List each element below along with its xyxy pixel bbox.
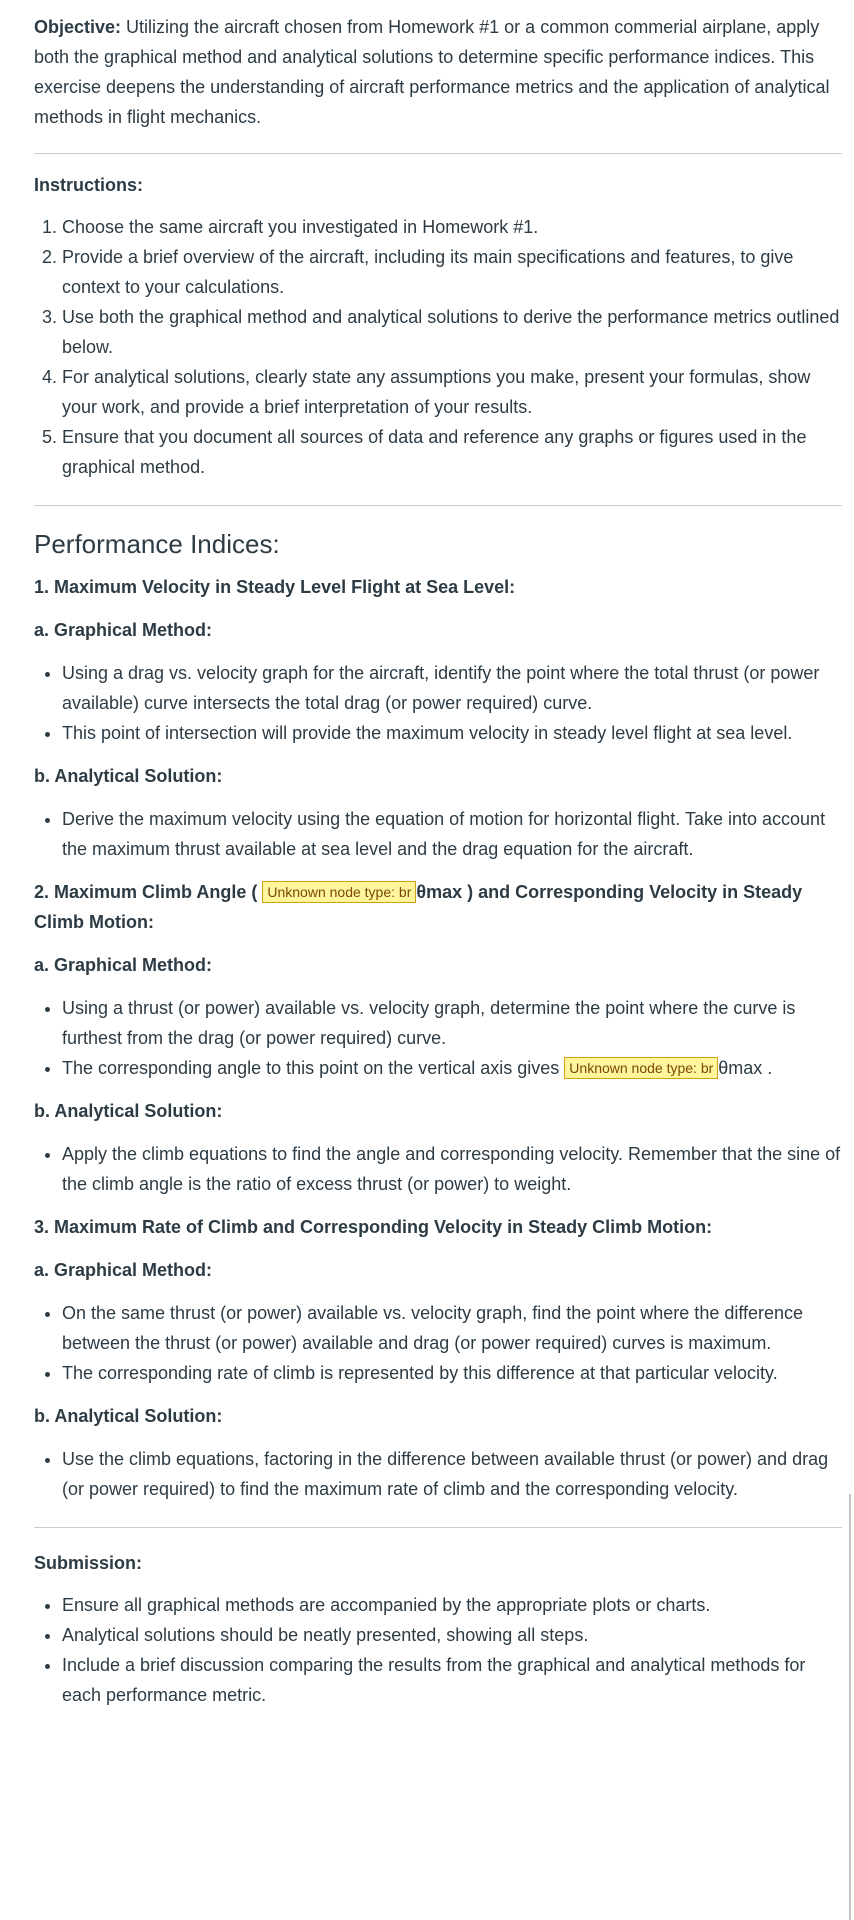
- section-3b-label: b. Analytical Solution:: [34, 1406, 223, 1426]
- list-item: • Apply the climb equations to find the angle and corresponding velocity. Remember that the sine of the climb angle is the ratio of excess thrust (or power) to weight.: [62, 1139, 842, 1199]
- section-1-heading: 1. Maximum Velocity in Steady Level Flight at Sea Level:: [34, 577, 516, 597]
- section-3a-label: a. Graphical Method:: [34, 1260, 213, 1280]
- performance-heading: Performance Indices:: [34, 529, 280, 559]
- theta-max: θmax: [718, 1058, 763, 1078]
- list-item: • Use the climb equations, factoring in the difference between available thrust (or power) and drag (or power required) to find the maximum rate of climb and the corresponding velocity.: [62, 1444, 842, 1504]
- objective-label: Objective:: [34, 17, 122, 37]
- section-3b-list: [34, 1444, 842, 1504]
- list-item: • Using a thrust (or power) available vs. velocity graph, determine the point where the curve is furthest from the drag (or power required) curve.: [62, 993, 842, 1053]
- submission-label: Submission:: [34, 1553, 143, 1573]
- section-2-heading-end: ) and Corresponding Velocity in Steady Climb Motion:: [34, 882, 803, 932]
- assignment-content: [34, 12, 842, 1710]
- divider: [34, 153, 842, 154]
- list-item-text: .: [762, 1058, 773, 1078]
- list-item: • This point of intersection will provide the maximum velocity in steady level flight at sea level.: [62, 718, 842, 748]
- list-item: 1. Choose the same aircraft you investigated in Homework #1.: [62, 212, 842, 242]
- section-2a-list: [34, 993, 842, 1083]
- list-item: • Analytical solutions should be neatly presented, showing all steps.: [62, 1620, 842, 1650]
- section-2b-label: b. Analytical Solution:: [34, 1101, 223, 1121]
- list-item-text: The corresponding angle to this point on the vertical axis gives: [62, 1058, 565, 1078]
- list-item: 5. Ensure that you document all sources of data and reference any graphs or figures used in the graphical method.: [62, 422, 842, 482]
- list-item: • Include a brief discussion comparing the results from the graphical and analytical methods for each performance metric.: [62, 1650, 842, 1710]
- instructions-list: [34, 212, 842, 482]
- objective-paragraph: [34, 12, 842, 132]
- section-3a-list: [34, 1298, 842, 1388]
- scrollbar[interactable]: [849, 1494, 851, 1920]
- list-item: • Using a drag vs. velocity graph for the aircraft, identify the point where the total thrust (or power available) curve intersects the total drag (or power required) curve.: [62, 658, 842, 718]
- section-1b-list: [34, 804, 842, 864]
- divider: [34, 505, 842, 506]
- list-item: 3. Use both the graphical method and analytical solutions to derive the performance metrics outlined below.: [62, 302, 842, 362]
- objective-text: Utilizing the aircraft chosen from Homework #1 or a common commerial airplane, apply both the graphical method and analytical solutions to determine specific performance indices. This exercise deepens the understanding of aircraft performance metrics and the application of analytical methods in flight mechanics.: [34, 17, 830, 127]
- unknown-node-error: Unknown node type: br: [564, 1057, 718, 1079]
- list-item: 4. For analytical solutions, clearly state any assumptions you make, present your formulas, show your work, and provide a brief interpretation of your results.: [62, 362, 842, 422]
- list-item: • Derive the maximum velocity using the equation of motion for horizontal flight. Take into account the maximum thrust available at sea level and the drag equation for the aircraft.: [62, 804, 842, 864]
- section-2b-list: [34, 1139, 842, 1199]
- section-1a-label: a. Graphical Method:: [34, 620, 213, 640]
- section-2-heading: [34, 877, 842, 937]
- section-1a-list: [34, 658, 842, 748]
- unknown-node-error: Unknown node type: br: [262, 881, 416, 903]
- section-3-heading: 3. Maximum Rate of Climb and Corresponding Velocity in Steady Climb Motion:: [34, 1217, 713, 1237]
- list-item: 2. Provide a brief overview of the aircraft, including its main specifications and features, to give context to your calculations.: [62, 242, 842, 302]
- list-item: [62, 1053, 842, 1083]
- list-item: • On the same thrust (or power) available vs. velocity graph, find the point where the difference between the thrust (or power) available and drag (or power required) curves is maximum.: [62, 1298, 842, 1358]
- section-2-heading-start: 2. Maximum Climb Angle (: [34, 882, 263, 902]
- submission-list: [34, 1590, 842, 1710]
- section-2a-label: a. Graphical Method:: [34, 955, 213, 975]
- divider: [34, 1527, 842, 1528]
- theta-max: θmax: [416, 882, 463, 902]
- list-item: • The corresponding rate of climb is represented by this difference at that particular velocity.: [62, 1358, 842, 1388]
- list-item: • Ensure all graphical methods are accompanied by the appropriate plots or charts.: [62, 1590, 842, 1620]
- instructions-label: Instructions:: [34, 175, 144, 195]
- section-1b-label: b. Analytical Solution:: [34, 766, 223, 786]
